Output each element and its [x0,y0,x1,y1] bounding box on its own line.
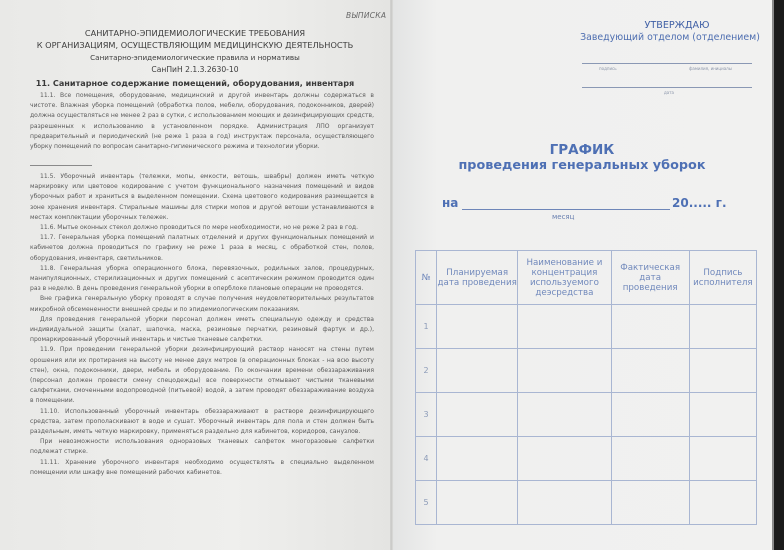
signature-cell[interactable] [689,481,756,525]
table-row [416,481,757,525]
paragraph: При невозможности использования одноразовых тканевых салфеток многоразовые салфетки подлежат стирке. [30,438,374,456]
paragraph: 11.1. Все помещения, оборудование, медицинский и другой инвентарь должны содержаться в чистоте. Влажная уборка помещений (обработка полов, мебели, оборудования, подоконников, дверей) должна осуществляться не менее 2 раз в сутки, с использованием моющих и дезинфицирующих средств, разрешенных к использованию в установленном порядке. Администрация ЛПО организует предварительный и периодический (не реже 1 раза в год) инструктаж персонала, осуществляющего уборку помещений по вопросам санитарно-гигиенического режима и технологии уборки. [30,92,374,151]
period-prefix: на [442,196,459,210]
actual-date-cell[interactable] [611,305,689,349]
row-number: 1 [416,305,437,349]
signature-cell[interactable] [689,305,756,349]
disinfectant-cell[interactable] [518,481,611,525]
planned-date-cell[interactable] [437,393,518,437]
period-year: 20..... г. [672,196,727,210]
form-subtitle: проведения генеральных уборок [458,158,706,173]
paragraph: 11.11. Хранение уборочного инвентаря необходимо осуществлять в специально выделенном помещении или шкафу вне помещений рабочих кабинетов. [30,458,374,476]
planned-date-cell[interactable] [437,349,518,393]
header-number: № [416,251,437,305]
heading-line-3: Санитарно-эпидемиологические правила и нормативы [90,53,300,62]
actual-date-cell[interactable] [611,393,689,437]
actual-date-cell[interactable] [611,349,689,393]
header-actual-date: Фактическая дата проведения [611,251,689,305]
planned-date-cell[interactable] [437,437,518,481]
signature-line[interactable] [582,63,752,64]
schedule-table [415,250,757,525]
table-header-row [416,251,757,305]
disinfectant-cell[interactable] [518,393,611,437]
paragraph: 11.9. При проведении генеральной уборки дезинфицирующий раствор наносят на стены путем орошения или их протирания на высоту не менее двух метров (в операционных блоках - на всю высоту стен), окна, подоконники, двери, мебель и оборудование. По окончании времени обеззараживания (персонал должен провести смену спецодежды) все поверхности отмывают чистыми тканевыми салфетками, смоченными водопроводной (питьевой) водой, а затем проводят обеззараживание воздуха в помещении. [30,346,374,405]
table-row [416,349,757,393]
header-disinfectant: Наименование и концентрация используемого деэсредства [518,251,611,305]
paragraph: Вне графика генеральную уборку проводят в случае получения неудовлетворительных результатов микробной обсемененности внешней среды и по эпидемиологическим показаниям. [30,295,374,313]
signature-cell[interactable] [689,349,756,393]
row-number: 3 [416,393,437,437]
signature-cell[interactable] [689,437,756,481]
actual-date-cell[interactable] [611,437,689,481]
extract-label: ВЫПИСКА [346,11,387,20]
signature-cell[interactable] [689,393,756,437]
planned-date-cell[interactable] [437,481,518,525]
disinfectant-cell[interactable] [518,305,611,349]
header-signature: Подпись исполнителя [689,251,756,305]
planned-date-cell[interactable] [437,305,518,349]
disinfectant-cell[interactable] [518,349,611,393]
row-number: 2 [416,349,437,393]
disinfectant-cell[interactable] [518,437,611,481]
separator-line [30,165,92,166]
form-title: ГРАФИК [549,142,615,158]
page-edge [772,0,784,550]
date-caption: дата [664,90,674,95]
heading-line-2: К ОРГАНИЗАЦИЯМ, ОСУЩЕСТВЛЯЮЩИМ МЕДИЦИНСКУЮ ДЕЯТЕЛЬНОСТЬ [36,40,354,50]
month-field-line[interactable] [462,209,670,210]
cleaning-schedule-form [392,0,772,550]
paragraph: Для проведения генеральной уборки персонал должен иметь специальную одежду и средства индивидуальной защиты (халат, шапочка, маска, резиновые перчатки, резиновый фартук и др.), промаркированный уборочный инвентарь и чистые тканевые салфетки. [30,315,374,344]
row-number: 4 [416,437,437,481]
table-row [416,437,757,481]
row-number: 5 [416,481,437,525]
approval-position: Заведующий отделом (отделением) [580,32,760,43]
name-caption: фамилия, инициалы [689,66,732,71]
table-row [416,393,757,437]
paragraph: 11.6. Мытье оконных стекол должно проводиться по мере необходимости, но не реже 2 раз в год. [40,224,359,232]
signature-caption: подпись [599,66,617,71]
month-caption: месяц [552,213,575,221]
paragraph: 11.8. Генеральная уборка операционного блока, перевязочных, родильных залов, процедурных, манипуляционных, стерилизационных и других помещений с асептическим режимом проводится один раз в неделю. В день проведения генеральной уборки в оперблоке плановые операции не проводятся. [30,264,374,293]
actual-date-cell[interactable] [611,481,689,525]
table-row [416,305,757,349]
approval-title: УТВЕРЖДАЮ [644,20,710,31]
sanpin-number: СанПиН 2.1.3.2630-10 [151,65,239,74]
paragraph: 11.5. Уборочный инвентарь (тележки, мопы, емкости, ветошь, швабры) должен иметь четкую маркировку или цветовое кодирование с учетом функционального назначения помещений и видов уборочных работ и храниться в выделенном помещении. Схема цветового кодирования размещается в зоне хранения инвентаря. Стиральные машины для стирки мопов и другой ветоши устанавливаются в местах комплектации уборочных тележек. [30,173,374,221]
header-planned-date: Планируемая дата проведения [437,251,518,305]
section-text-before [30,91,374,152]
section-text-after [30,172,374,478]
paragraph: 11.10. Использованный уборочный инвентарь обеззараживают в растворе дезинфицирующего средства, затем прополаскивают в воде и сушат. Уборочный инвентарь для пола и стен должен быть раздельным, иметь четкую маркировку, применяться раздельно для кабинетов, коридоров, санузлов. [30,407,374,436]
heading-line-1: САНИТАРНО-ЭПИДЕМИОЛОГИЧЕСКИЕ ТРЕБОВАНИЯ [84,28,306,38]
paragraph: 11.7. Генеральная уборка помещений палатных отделений и других функциональных помещений и кабинетов должна проводиться по графику не реже 1 раза в месяц, с обработкой стен, полов, оборудования, инвентаря, светильников. [30,234,374,262]
date-line[interactable] [582,87,752,88]
section-title: 11. Санитарное содержание помещений, оборудования, инвентаря [35,78,355,88]
